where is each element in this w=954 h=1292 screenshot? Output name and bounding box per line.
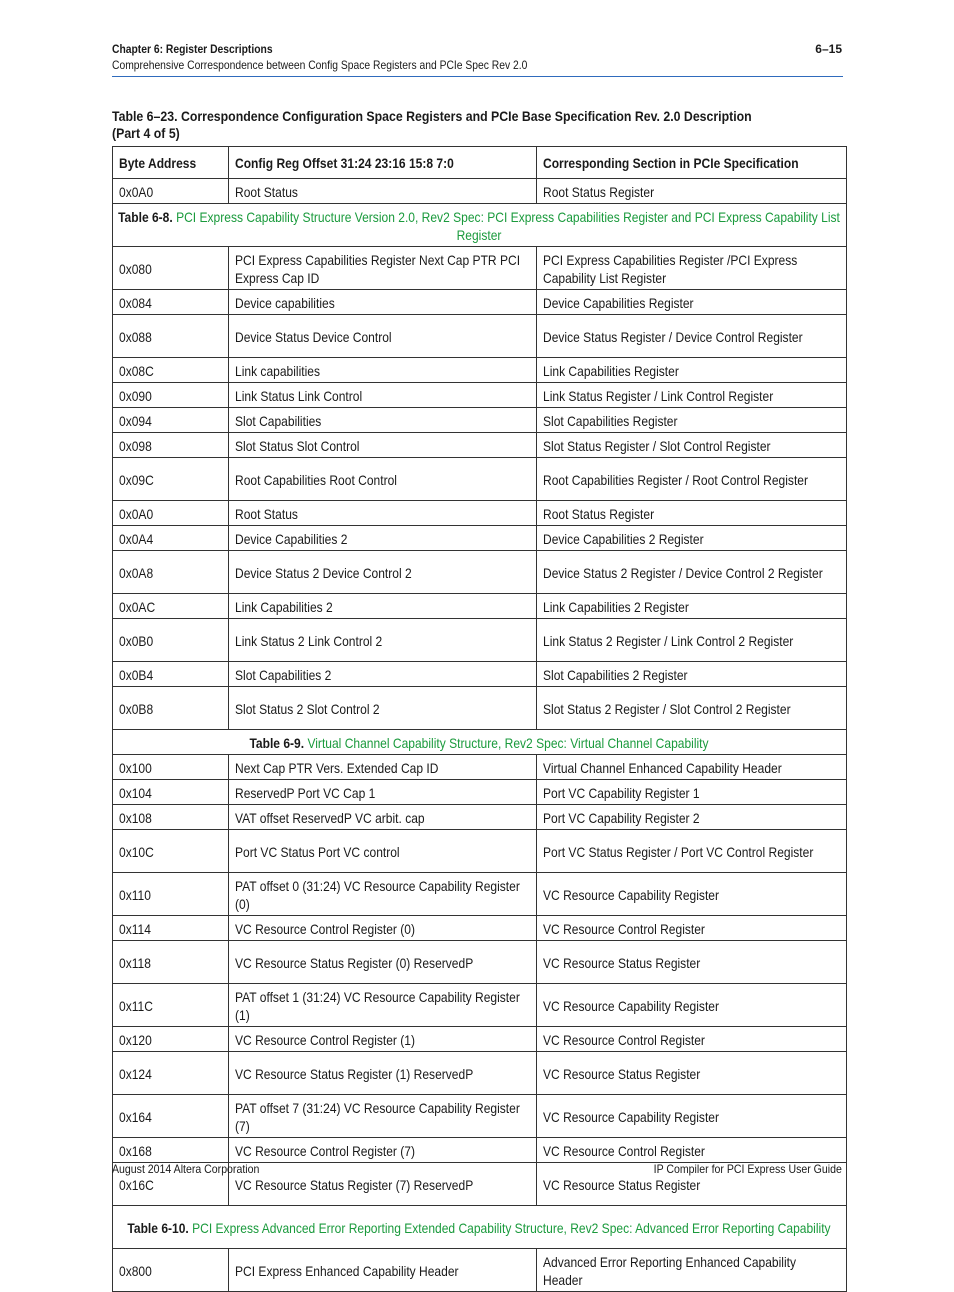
config-reg-offset-cell: Device Capabilities 2 <box>229 526 537 551</box>
table-row <box>113 805 847 830</box>
pcie-spec-section-cell: VC Resource Control Register <box>537 916 847 941</box>
section-heading: Table 6-8. PCI Express Capability Structure Version 2.0, Rev2 Spec: PCI Express Capabilities Register and PCI Express Capability List Register <box>113 204 847 247</box>
byte-address-cell: 0x118 <box>113 941 229 984</box>
section-link[interactable]: Virtual Channel Capability Structure, Rev2 Spec: Virtual Channel Capability <box>307 734 709 751</box>
byte-address-cell: 0x0AC <box>113 594 229 619</box>
pcie-spec-section-cell: VC Resource Status Register <box>537 1163 847 1206</box>
byte-address-cell: 0x0A0 <box>113 179 229 204</box>
rows-group-a <box>113 179 847 204</box>
table-row <box>113 433 847 458</box>
config-reg-offset-cell: Device Status Device Control <box>229 315 537 358</box>
column-header: Byte Address <box>113 147 229 179</box>
column-header: Corresponding Section in PCIe Specification <box>537 147 847 179</box>
pcie-spec-section-cell: PCI Express Capabilities Register /PCI Express Capability List Register <box>537 247 847 290</box>
pcie-spec-section-cell: VC Resource Capability Register <box>537 873 847 916</box>
config-reg-offset-cell: VC Resource Status Register (0) ReservedP <box>229 941 537 984</box>
config-reg-offset-cell: Root Status <box>229 179 537 204</box>
byte-address-cell: 0x0A4 <box>113 526 229 551</box>
table-row <box>113 619 847 662</box>
pcie-spec-section-cell: Device Capabilities 2 Register <box>537 526 847 551</box>
byte-address-cell: 0x124 <box>113 1052 229 1095</box>
pcie-spec-section-cell: Device Capabilities Register <box>537 290 847 315</box>
byte-address-cell: 0x10C <box>113 830 229 873</box>
config-reg-offset-cell: Slot Status Slot Control <box>229 433 537 458</box>
byte-address-cell: 0x084 <box>113 290 229 315</box>
pcie-spec-section-cell: Root Status Register <box>537 179 847 204</box>
rows-group-c <box>113 755 847 1206</box>
byte-address-cell: 0x0A0 <box>113 501 229 526</box>
pcie-spec-section-cell: Device Status Register / Device Control Register <box>537 315 847 358</box>
table-row <box>113 873 847 916</box>
config-reg-offset-cell: PAT offset 0 (31:24) VC Resource Capability Register (0) <box>229 873 537 916</box>
table-row <box>113 458 847 501</box>
config-reg-offset-cell: Link capabilities <box>229 358 537 383</box>
section-link[interactable]: PCI Express Advanced Error Reporting Extended Capability Structure, Rev2 Spec: Advanced Error Reporting Capability <box>192 1219 831 1236</box>
config-reg-offset-cell: VC Resource Control Register (1) <box>229 1027 537 1052</box>
config-reg-offset-cell: VC Resource Control Register (0) <box>229 916 537 941</box>
pcie-spec-section-cell: Virtual Channel Enhanced Capability Header <box>537 755 847 780</box>
table-row <box>113 1138 847 1163</box>
table-row <box>113 358 847 383</box>
table-caption: Table 6–23. Correspondence Configuration Space Registers and PCIe Base Specification Rev. 2.0 Description (Part 4 of 5) <box>112 108 752 141</box>
config-reg-offset-cell: VC Resource Status Register (1) ReservedP <box>229 1052 537 1095</box>
config-reg-offset-cell: PCI Express Enhanced Capability Header <box>229 1249 537 1292</box>
config-reg-offset-cell: PCI Express Capabilities Register Next Cap PTR PCI Express Cap ID <box>229 247 537 290</box>
byte-address-cell: 0x11C <box>113 984 229 1027</box>
footer-date-company: August 2014 Altera Corporation <box>112 1162 260 1176</box>
byte-address-cell: 0x09C <box>113 458 229 501</box>
register-table <box>112 146 847 1292</box>
config-reg-offset-cell: Device capabilities <box>229 290 537 315</box>
config-reg-offset-cell: ReservedP Port VC Cap 1 <box>229 780 537 805</box>
section-row-table-6-9 <box>113 730 847 755</box>
config-reg-offset-cell: Link Status 2 Link Control 2 <box>229 619 537 662</box>
pcie-spec-section-cell: Link Capabilities Register <box>537 358 847 383</box>
column-header: Config Reg Offset 31:24 23:16 15:8 7:0 <box>229 147 537 179</box>
chapter-title: Chapter 6: Register Descriptions <box>112 42 273 56</box>
table-header-row <box>113 147 847 179</box>
config-reg-offset-cell: Slot Capabilities <box>229 408 537 433</box>
byte-address-cell: 0x088 <box>113 315 229 358</box>
config-reg-offset-cell: Port VC Status Port VC control <box>229 830 537 873</box>
table-row <box>113 755 847 780</box>
pcie-spec-section-cell: Root Capabilities Register / Root Control Register <box>537 458 847 501</box>
table-row <box>113 1095 847 1138</box>
byte-address-cell: 0x164 <box>113 1095 229 1138</box>
config-reg-offset-cell: Root Capabilities Root Control <box>229 458 537 501</box>
config-reg-offset-cell: Device Status 2 Device Control 2 <box>229 551 537 594</box>
pcie-spec-section-cell: Slot Capabilities 2 Register <box>537 662 847 687</box>
pcie-spec-section-cell: Slot Capabilities Register <box>537 408 847 433</box>
section-row-table-6-10 <box>113 1206 847 1249</box>
byte-address-cell: 0x168 <box>113 1138 229 1163</box>
byte-address-cell: 0x120 <box>113 1027 229 1052</box>
pcie-spec-section-cell: Advanced Error Reporting Enhanced Capability Header <box>537 1249 847 1292</box>
pcie-spec-section-cell: VC Resource Capability Register <box>537 984 847 1027</box>
byte-address-cell: 0x108 <box>113 805 229 830</box>
byte-address-cell: 0x094 <box>113 408 229 433</box>
byte-address-cell: 0x800 <box>113 1249 229 1292</box>
pcie-spec-section-cell: Slot Status 2 Register / Slot Control 2 Register <box>537 687 847 730</box>
config-reg-offset-cell: PAT offset 1 (31:24) VC Resource Capability Register (1) <box>229 984 537 1027</box>
table-row <box>113 1052 847 1095</box>
pcie-spec-section-cell: VC Resource Control Register <box>537 1027 847 1052</box>
table-row <box>113 247 847 290</box>
table-row <box>113 551 847 594</box>
table-row <box>113 526 847 551</box>
section-link[interactable]: PCI Express Capability Structure Version 2.0, Rev2 Spec: PCI Express Capabilities Register and PCI Express Capability List Register <box>176 208 840 243</box>
table-row <box>113 916 847 941</box>
byte-address-cell: 0x114 <box>113 916 229 941</box>
pcie-spec-section-cell: VC Resource Status Register <box>537 1052 847 1095</box>
table-row <box>113 594 847 619</box>
footer-guide-title: IP Compiler for PCI Express User Guide <box>653 1162 842 1176</box>
table-row <box>113 941 847 984</box>
pcie-spec-section-cell: Device Status 2 Register / Device Control 2 Register <box>537 551 847 594</box>
table-row <box>113 687 847 730</box>
header-rule <box>112 76 843 77</box>
page-number: 6–15 <box>815 42 842 56</box>
table-row <box>113 501 847 526</box>
table-row <box>113 383 847 408</box>
table-row <box>113 1027 847 1052</box>
rows-group-b <box>113 247 847 730</box>
pcie-spec-section-cell: VC Resource Control Register <box>537 1138 847 1163</box>
pcie-spec-section-cell: Port VC Capability Register 2 <box>537 805 847 830</box>
table-row <box>113 780 847 805</box>
config-reg-offset-cell: Link Status Link Control <box>229 383 537 408</box>
byte-address-cell: 0x0A8 <box>113 551 229 594</box>
config-reg-offset-cell: Slot Status 2 Slot Control 2 <box>229 687 537 730</box>
pcie-spec-section-cell: Link Capabilities 2 Register <box>537 594 847 619</box>
pcie-spec-section-cell: Slot Status Register / Slot Control Register <box>537 433 847 458</box>
byte-address-cell: 0x16C <box>113 1163 229 1206</box>
config-reg-offset-cell: Root Status <box>229 501 537 526</box>
table-row <box>113 1249 847 1292</box>
pcie-spec-section-cell: Port VC Status Register / Port VC Control Register <box>537 830 847 873</box>
table-row <box>113 408 847 433</box>
table-row <box>113 830 847 873</box>
pcie-spec-section-cell: Root Status Register <box>537 501 847 526</box>
table-row <box>113 662 847 687</box>
pcie-spec-section-cell: VC Resource Capability Register <box>537 1095 847 1138</box>
config-reg-offset-cell: Link Capabilities 2 <box>229 594 537 619</box>
config-reg-offset-cell: Slot Capabilities 2 <box>229 662 537 687</box>
config-reg-offset-cell: VC Resource Status Register (7) ReservedP <box>229 1163 537 1206</box>
config-reg-offset-cell: Next Cap PTR Vers. Extended Cap ID <box>229 755 537 780</box>
byte-address-cell: 0x110 <box>113 873 229 916</box>
pcie-spec-section-cell: Link Status Register / Link Control Register <box>537 383 847 408</box>
byte-address-cell: 0x098 <box>113 433 229 458</box>
byte-address-cell: 0x104 <box>113 780 229 805</box>
rows-group-d <box>113 1249 847 1292</box>
page-header <box>112 42 842 72</box>
config-reg-offset-cell: PAT offset 7 (31:24) VC Resource Capability Register (7) <box>229 1095 537 1138</box>
byte-address-cell: 0x0B0 <box>113 619 229 662</box>
chapter-subtitle: Comprehensive Correspondence between Config Space Registers and PCIe Spec Rev 2.0 <box>112 58 528 72</box>
pcie-spec-section-cell: Link Status 2 Register / Link Control 2 Register <box>537 619 847 662</box>
section-row-table-6-8 <box>113 204 847 247</box>
byte-address-cell: 0x100 <box>113 755 229 780</box>
table-row <box>113 984 847 1027</box>
byte-address-cell: 0x090 <box>113 383 229 408</box>
table-row <box>113 315 847 358</box>
pcie-spec-section-cell: VC Resource Status Register <box>537 941 847 984</box>
table-row <box>113 290 847 315</box>
table-row <box>113 179 847 204</box>
section-heading: Table 6-10. PCI Express Advanced Error Reporting Extended Capability Structure, Rev2 Spec: Advanced Error Reporting Capability <box>113 1206 847 1249</box>
pcie-spec-section-cell: Port VC Capability Register 1 <box>537 780 847 805</box>
config-reg-offset-cell: VC Resource Control Register (7) <box>229 1138 537 1163</box>
byte-address-cell: 0x0B8 <box>113 687 229 730</box>
config-reg-offset-cell: VAT offset ReservedP VC arbit. cap <box>229 805 537 830</box>
section-heading: Table 6-9. Virtual Channel Capability Structure, Rev2 Spec: Virtual Channel Capability <box>113 730 847 755</box>
byte-address-cell: 0x080 <box>113 247 229 290</box>
byte-address-cell: 0x0B4 <box>113 662 229 687</box>
byte-address-cell: 0x08C <box>113 358 229 383</box>
